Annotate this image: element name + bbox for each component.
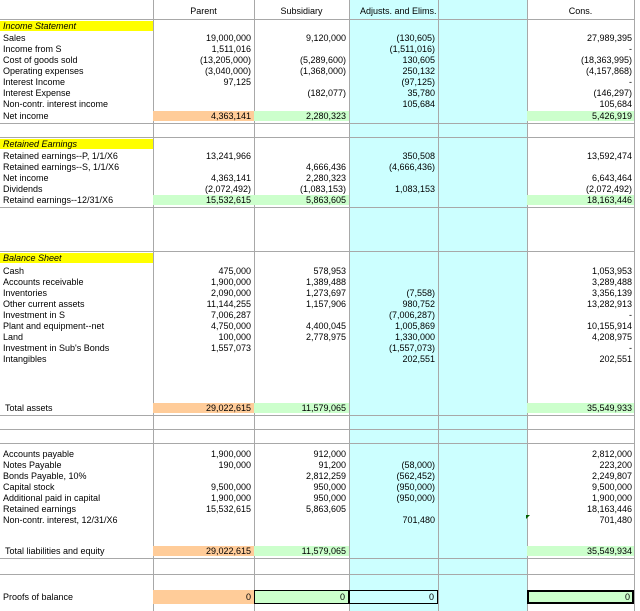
subsidiary-cell[interactable]: (5,289,600) — [299, 55, 346, 65]
consolidated-cell[interactable]: 1,053,953 — [591, 266, 632, 276]
adjustment-cell[interactable] — [349, 449, 438, 459]
row-label[interactable]: Retained earnings — [3, 504, 77, 514]
subsidiary-cell[interactable]: 9,120,000 — [305, 33, 346, 43]
subsidiary-cell[interactable]: 1,389,488 — [305, 277, 346, 287]
row-label[interactable]: Investment in Sub's Bonds — [3, 343, 110, 353]
subsidiary-cell[interactable]: 1,273,697 — [305, 288, 346, 298]
row-label[interactable]: Retained earnings--P, 1/1/X6 — [3, 151, 118, 161]
parent-cell[interactable] — [153, 471, 254, 481]
gridline — [0, 415, 634, 416]
table-row — [0, 403, 640, 413]
adjustment-cell[interactable]: (1,557,073) — [388, 343, 435, 353]
parent-cell[interactable]: 29,022,615 — [153, 403, 254, 413]
section-balance-sheet[interactable]: Balance Sheet — [0, 253, 153, 263]
adjustment-cell[interactable] — [349, 277, 438, 287]
parent-cell[interactable]: (2,072,492) — [204, 184, 251, 194]
adjustment-cell[interactable]: (1,511,016) — [389, 44, 435, 54]
table-row — [0, 310, 640, 320]
table-row — [0, 44, 640, 54]
row-label[interactable]: Interest Income — [3, 77, 66, 87]
consolidated-cell[interactable]: 18,163,446 — [527, 195, 634, 205]
row-label[interactable]: Bonds Payable, 10% — [3, 471, 87, 481]
row-label[interactable]: Total liabilities and equity — [5, 546, 105, 556]
section-row — [0, 253, 640, 263]
table-row — [0, 343, 640, 353]
subsidiary-cell[interactable]: 950,000 — [313, 493, 346, 503]
row-label[interactable]: Inventories — [3, 288, 48, 298]
consolidated-cell[interactable]: 701,480 — [599, 515, 632, 525]
parent-cell[interactable] — [153, 515, 254, 525]
adjustment-cell[interactable] — [349, 111, 438, 121]
subsidiary-cell[interactable] — [254, 343, 349, 353]
consolidated-cell[interactable]: 6,643,464 — [591, 173, 632, 183]
adjustment-cell[interactable]: 1,330,000 — [394, 332, 435, 342]
consolidated-cell[interactable]: 3,356,139 — [591, 288, 632, 298]
subsidiary-cell[interactable]: 5,863,605 — [305, 504, 346, 514]
parent-cell[interactable]: 4,363,141 — [210, 173, 251, 183]
adjustment-cell[interactable]: (950,000) — [396, 493, 435, 503]
subsidiary-cell[interactable]: 4,666,436 — [305, 162, 346, 172]
table-row — [0, 493, 640, 503]
subsidiary-cell[interactable]: 1,157,906 — [305, 299, 346, 309]
consolidated-cell[interactable]: 223,200 — [599, 460, 632, 470]
section-income-statement[interactable]: Income Statement — [0, 21, 153, 31]
consolidated-cell[interactable]: 13,592,474 — [586, 151, 632, 161]
section-row — [0, 139, 640, 149]
consolidated-cell[interactable]: 2,249,807 — [591, 471, 632, 481]
table-row — [0, 184, 640, 194]
gridline — [0, 574, 634, 575]
consolidated-cell[interactable]: 10,155,914 — [586, 321, 632, 331]
proof-row — [0, 590, 640, 604]
subsidiary-cell[interactable]: 2,778,975 — [305, 332, 346, 342]
header-subsidiary[interactable]: Subsidiary — [280, 6, 323, 16]
adjustment-cell[interactable] — [349, 504, 438, 514]
subsidiary-cell[interactable] — [254, 515, 349, 525]
subsidiary-cell[interactable]: (182,077) — [307, 88, 346, 98]
row-label[interactable]: Retaind earnings--12/31/X6 — [3, 195, 114, 205]
parent-cell[interactable]: 11,144,255 — [206, 299, 251, 309]
row-label[interactable]: Sales — [3, 33, 26, 43]
consolidated-cell[interactable]: 2,812,000 — [591, 449, 632, 459]
table-row — [0, 266, 640, 276]
row-label[interactable]: Income from S — [3, 44, 62, 54]
adjustment-cell[interactable]: (7,006,287) — [388, 310, 435, 320]
adjustment-cell[interactable]: 202,551 — [402, 354, 435, 364]
subsidiary-cell[interactable]: 91,200 — [318, 460, 346, 470]
table-row — [0, 354, 640, 364]
header-consolidated[interactable]: Cons. — [568, 6, 593, 16]
adjustment-cell[interactable]: 1,005,869 — [394, 321, 435, 331]
row-label[interactable]: Net income — [3, 173, 49, 183]
parent-cell[interactable]: 15,532,615 — [153, 195, 254, 205]
section-retained-earnings[interactable]: Retained Earnings — [0, 139, 153, 149]
adjustment-cell[interactable]: 130,605 — [402, 55, 435, 65]
parent-cell[interactable]: 4,363,141 — [153, 111, 254, 121]
parent-cell[interactable]: 19,000,000 — [205, 33, 251, 43]
consolidated-cell[interactable]: 35,549,933 — [527, 403, 634, 413]
table-row — [0, 99, 640, 109]
row-label[interactable]: Total assets — [5, 403, 53, 413]
subsidiary-cell[interactable] — [254, 354, 349, 364]
table-row — [0, 515, 640, 525]
consolidated-cell[interactable]: 27,989,395 — [586, 33, 632, 43]
row-label[interactable]: Capital stock — [3, 482, 55, 492]
adjustment-cell[interactable]: 35,780 — [407, 88, 435, 98]
consolidated-cell[interactable]: 5,426,919 — [527, 111, 634, 121]
consolidated-cell[interactable]: 13,282,913 — [586, 299, 632, 309]
row-label[interactable]: Notes Payable — [3, 460, 62, 470]
subsidiary-cell[interactable]: 2,812,259 — [305, 471, 346, 481]
table-row — [0, 77, 640, 87]
parent-cell[interactable]: 1,900,000 — [210, 449, 251, 459]
parent-cell[interactable]: 13,241,966 — [205, 151, 251, 161]
parent-cell[interactable]: 4,750,000 — [210, 321, 251, 331]
header-divider — [0, 19, 634, 20]
row-label[interactable]: Accounts receivable — [3, 277, 84, 287]
adjustment-cell[interactable] — [349, 266, 438, 276]
consolidated-cell[interactable]: - — [629, 44, 632, 54]
consolidated-cell[interactable]: 35,549,934 — [527, 546, 634, 556]
subsidiary-cell[interactable]: 11,579,065 — [254, 546, 349, 556]
consolidated-cell[interactable]: 202,551 — [599, 354, 632, 364]
table-row — [0, 449, 640, 459]
gridline — [0, 137, 634, 138]
row-label[interactable]: Non-contr. interest, 12/31/X6 — [3, 515, 118, 525]
consolidated-cell[interactable]: (2,072,492) — [585, 184, 632, 194]
consolidated-cell[interactable]: 4,208,975 — [591, 332, 632, 342]
subsidiary-cell[interactable]: 2,280,323 — [305, 173, 346, 183]
consolidated-cell[interactable]: - — [629, 77, 632, 87]
header-parent[interactable]: Parent — [190, 6, 217, 16]
parent-cell[interactable]: 1,557,073 — [210, 343, 251, 353]
adjustment-cell[interactable] — [349, 173, 438, 183]
row-label[interactable]: Proofs of balance — [3, 592, 74, 602]
adjustment-cell[interactable]: 250,132 — [402, 66, 435, 76]
gridline — [0, 207, 634, 208]
parent-cell[interactable] — [153, 354, 254, 364]
gridline — [0, 429, 634, 430]
consolidated-cell[interactable]: 3,289,488 — [591, 277, 632, 287]
parent-cell[interactable]: 100,000 — [218, 332, 251, 342]
parent-cell[interactable]: 29,022,615 — [153, 546, 254, 556]
parent-cell[interactable]: 9,500,000 — [210, 482, 251, 492]
subsidiary-cell[interactable]: 11,579,065 — [254, 403, 349, 413]
row-label[interactable]: Other current assets — [3, 299, 85, 309]
gridline — [0, 123, 634, 124]
adjustment-cell[interactable]: 701,480 — [402, 515, 435, 525]
table-row — [0, 482, 640, 492]
adjustment-cell[interactable]: (950,000) — [396, 482, 435, 492]
gridline — [0, 443, 634, 444]
parent-cell[interactable]: 1,511,016 — [211, 44, 251, 54]
subsidiary-cell[interactable] — [254, 77, 349, 87]
table-row — [0, 55, 640, 65]
row-label[interactable]: Retained earnings--S, 1/1/X6 — [3, 162, 120, 172]
consolidated-cell[interactable]: (4,157,868) — [585, 66, 632, 76]
gridline — [0, 251, 634, 252]
parent-cell[interactable]: 475,000 — [218, 266, 251, 276]
parent-cell[interactable]: 15,532,615 — [205, 504, 251, 514]
table-row — [0, 277, 640, 287]
adjustment-cell[interactable]: 105,684 — [402, 99, 435, 109]
consolidated-cell[interactable]: - — [629, 343, 632, 353]
adjustment-cell[interactable]: 1,083,153 — [394, 184, 435, 194]
table-row — [0, 66, 640, 76]
parent-cell[interactable]: (13,205,000) — [199, 55, 251, 65]
row-label[interactable]: Additional paid in capital — [3, 493, 101, 503]
parent-cell[interactable]: 190,000 — [218, 460, 251, 470]
adjustment-cell[interactable]: 350,508 — [402, 151, 435, 161]
row-label[interactable]: Intangibles — [3, 354, 47, 364]
adjustment-cell[interactable]: (58,000) — [401, 460, 435, 470]
table-row — [0, 195, 640, 205]
header-adjustments[interactable]: Adjusts. and Elims. — [360, 6, 437, 16]
adjustment-cell[interactable]: (97,125) — [401, 77, 435, 87]
row-label[interactable]: Plant and equipment--net — [3, 321, 105, 331]
row-label[interactable]: Cost of goods sold — [3, 55, 78, 65]
table-row — [0, 173, 640, 183]
adjustment-cell[interactable]: (130,605) — [396, 33, 435, 43]
adjustment-cell[interactable]: (562,452) — [396, 471, 435, 481]
consolidated-cell[interactable]: 18,163,446 — [586, 504, 632, 514]
adjustment-cell[interactable] — [349, 546, 438, 556]
subsidiary-cell[interactable] — [254, 44, 349, 54]
table-row — [0, 299, 640, 309]
adjustment-cell[interactable]: (7,558) — [406, 288, 435, 298]
consolidated-cell[interactable]: 1,900,000 — [591, 493, 632, 503]
subsidiary-cell[interactable]: 950,000 — [313, 482, 346, 492]
row-label[interactable]: Non-contr. interest income — [3, 99, 109, 109]
row-label[interactable]: Land — [3, 332, 24, 342]
row-label[interactable]: Dividends — [3, 184, 43, 194]
table-row — [0, 33, 640, 43]
table-row — [0, 471, 640, 481]
parent-cell[interactable]: 7,006,287 — [210, 310, 251, 320]
parent-cell[interactable] — [153, 99, 254, 109]
row-label[interactable]: Operating expenses — [3, 66, 84, 76]
row-label[interactable]: Interest Expense — [3, 88, 71, 98]
row-label[interactable]: Accounts payable — [3, 449, 75, 459]
adjustment-cell[interactable]: (4,666,436) — [388, 162, 435, 172]
adjustment-cell[interactable] — [349, 403, 438, 413]
parent-cell[interactable] — [153, 162, 254, 172]
table-row — [0, 321, 640, 331]
subsidiary-cell[interactable] — [254, 151, 349, 161]
row-label[interactable]: Cash — [3, 266, 25, 276]
parent-cell[interactable]: 2,090,000 — [210, 288, 251, 298]
proof-parent-cell[interactable]: 0 — [153, 590, 254, 604]
table-row — [0, 332, 640, 342]
proof-adjustment-cell[interactable]: 0 — [349, 590, 438, 604]
proof-subsidiary-cell[interactable]: 0 — [254, 590, 349, 604]
subsidiary-cell[interactable] — [254, 310, 349, 320]
consolidated-cell[interactable]: 9,500,000 — [591, 482, 632, 492]
table-row — [0, 111, 640, 121]
subsidiary-cell[interactable]: 912,000 — [313, 449, 346, 459]
proof-consolidated-cell[interactable]: 0 — [527, 590, 634, 604]
adjustment-cell[interactable]: 980,752 — [402, 299, 435, 309]
table-row — [0, 151, 640, 161]
table-row — [0, 504, 640, 514]
consolidated-cell[interactable] — [527, 162, 634, 172]
table-row — [0, 546, 640, 556]
subsidiary-cell[interactable]: 4,400,045 — [305, 321, 346, 331]
adjustment-cell[interactable] — [349, 195, 438, 205]
consolidated-cell[interactable]: (146,297) — [593, 88, 632, 98]
consolidated-cell[interactable]: (18,363,995) — [580, 55, 632, 65]
header-row — [0, 6, 640, 16]
subsidiary-cell[interactable]: 578,953 — [313, 266, 346, 276]
table-row — [0, 88, 640, 98]
row-label[interactable]: Investment in S — [3, 310, 66, 320]
subsidiary-cell[interactable] — [254, 99, 349, 109]
parent-cell[interactable]: (3,040,000) — [204, 66, 251, 76]
subsidiary-cell[interactable]: 5,863,605 — [254, 195, 349, 205]
parent-cell[interactable]: 1,900,000 — [210, 493, 251, 503]
parent-cell[interactable] — [153, 88, 254, 98]
row-label[interactable]: Net income — [3, 111, 49, 121]
gridline — [0, 558, 634, 559]
subsidiary-cell[interactable]: (1,368,000) — [299, 66, 346, 76]
table-row — [0, 460, 640, 470]
parent-cell[interactable]: 97,125 — [223, 77, 251, 87]
consolidated-cell[interactable]: 105,684 — [599, 99, 632, 109]
section-row — [0, 21, 640, 31]
consolidated-cell[interactable]: - — [629, 310, 632, 320]
parent-cell[interactable]: 1,900,000 — [210, 277, 251, 287]
comment-indicator-icon — [526, 515, 530, 519]
table-row — [0, 162, 640, 172]
table-row — [0, 288, 640, 298]
subsidiary-cell[interactable]: 2,280,323 — [254, 111, 349, 121]
subsidiary-cell[interactable]: (1,083,153) — [299, 184, 346, 194]
